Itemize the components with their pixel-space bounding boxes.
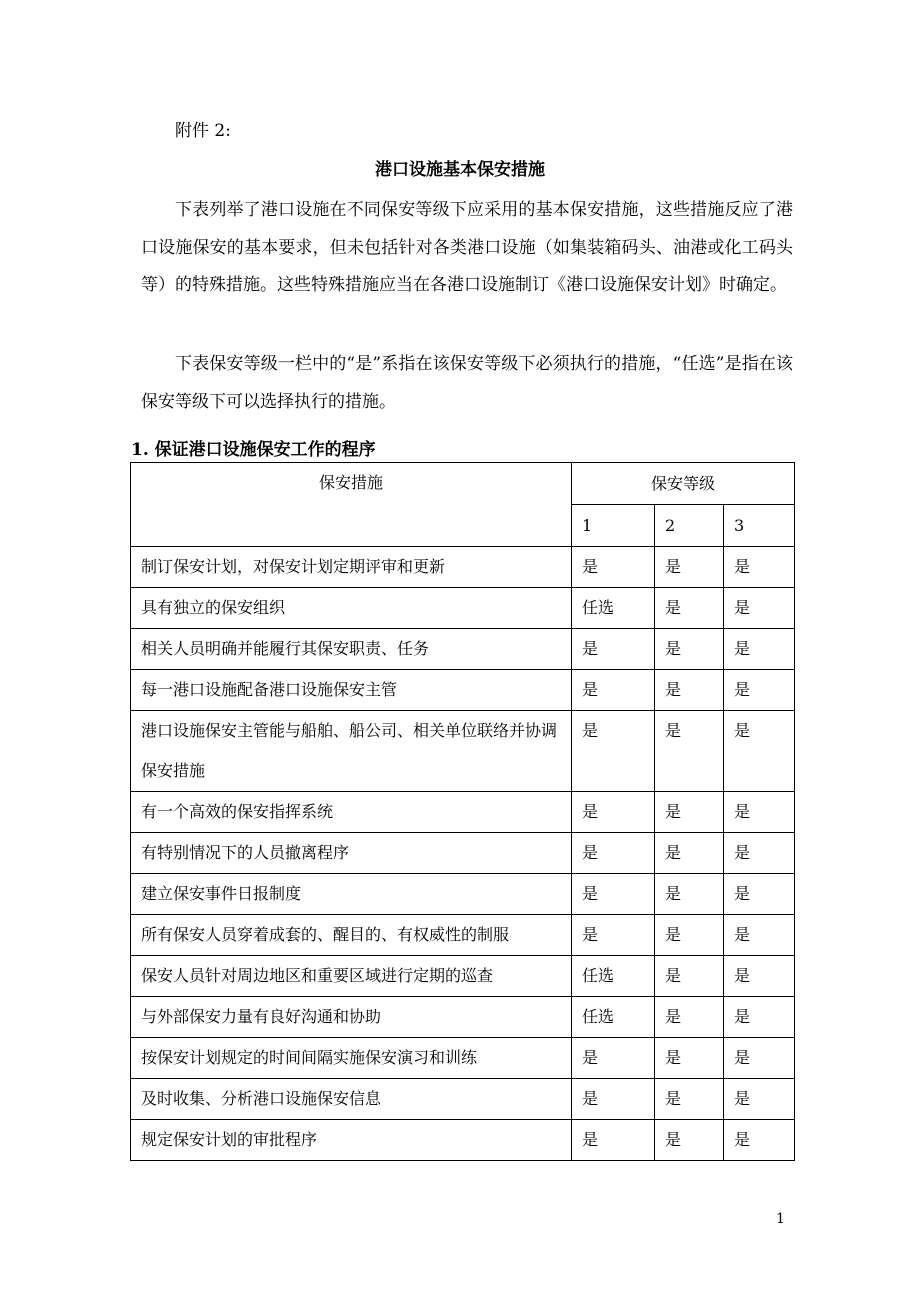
level-1-cell: 是 xyxy=(572,1079,655,1120)
level-1-cell: 任选 xyxy=(572,997,655,1038)
security-measures-table xyxy=(130,462,795,1161)
table-row xyxy=(131,670,795,711)
header-level-3: 3 xyxy=(724,505,795,547)
level-2-cell: 是 xyxy=(655,997,724,1038)
level-2-cell: 是 xyxy=(655,670,724,711)
attachment-label: 附件 2: xyxy=(175,121,231,141)
table-row xyxy=(131,1038,795,1079)
table-row xyxy=(131,956,795,997)
measure-cell: 按保安计划规定的时间间隔实施保安演习和训练 xyxy=(131,1038,572,1079)
table-row xyxy=(131,997,795,1038)
section-heading: 1. 保证港口设施保安工作的程序 xyxy=(131,440,376,460)
measure-cell: 具有独立的保安组织 xyxy=(131,588,572,629)
measure-cell: 保安人员针对周边地区和重要区域进行定期的巡查 xyxy=(131,956,572,997)
level-1-cell: 是 xyxy=(572,1038,655,1079)
level-3-cell: 是 xyxy=(724,547,795,588)
level-1-cell: 是 xyxy=(572,915,655,956)
level-3-cell: 是 xyxy=(724,956,795,997)
table-row xyxy=(131,588,795,629)
level-2-cell: 是 xyxy=(655,629,724,670)
table-row xyxy=(131,1120,795,1161)
level-3-cell: 是 xyxy=(724,1120,795,1161)
measure-cell: 制订保安计划，对保安计划定期评审和更新 xyxy=(131,547,572,588)
level-3-cell: 是 xyxy=(724,711,795,792)
intro-paragraph-1: 下表列举了港口设施在不同保安等级下应采用的基本保安措施，这些措施反应了港口设施保安的基本要求，但未包括针对各类港口设施（如集装箱码头、油港或化工码头等）的特殊措施。这些特殊措施应当在各港口设施制订《港口设施保安计划》时确定。 xyxy=(141,200,793,295)
table-row xyxy=(131,629,795,670)
level-2-cell: 是 xyxy=(655,1038,724,1079)
level-2-cell: 是 xyxy=(655,833,724,874)
table-row xyxy=(131,711,795,792)
header-measure: 保安措施 xyxy=(131,463,572,547)
header-security-level: 保安等级 xyxy=(572,463,795,505)
level-2-cell: 是 xyxy=(655,1079,724,1120)
level-2-cell: 是 xyxy=(655,547,724,588)
level-3-cell: 是 xyxy=(724,792,795,833)
level-3-cell: 是 xyxy=(724,997,795,1038)
table-row xyxy=(131,1079,795,1120)
table-row xyxy=(131,833,795,874)
level-3-cell: 是 xyxy=(724,833,795,874)
measure-cell: 与外部保安力量有良好沟通和协助 xyxy=(131,997,572,1038)
measure-cell: 建立保安事件日报制度 xyxy=(131,874,572,915)
document-title: 港口设施基本保安措施 xyxy=(375,160,545,180)
level-1-cell: 是 xyxy=(572,711,655,792)
page-number: 1 xyxy=(776,1211,785,1227)
measure-cell: 有一个高效的保安指挥系统 xyxy=(131,792,572,833)
measure-cell: 每一港口设施配备港口设施保安主管 xyxy=(131,670,572,711)
level-1-cell: 是 xyxy=(572,1120,655,1161)
level-2-cell: 是 xyxy=(655,588,724,629)
level-1-cell: 是 xyxy=(572,670,655,711)
level-2-cell: 是 xyxy=(655,956,724,997)
level-2-cell: 是 xyxy=(655,874,724,915)
level-1-cell: 是 xyxy=(572,547,655,588)
level-3-cell: 是 xyxy=(724,670,795,711)
measure-cell: 有特别情况下的人员撤离程序 xyxy=(131,833,572,874)
level-1-cell: 是 xyxy=(572,874,655,915)
level-1-cell: 任选 xyxy=(572,588,655,629)
level-3-cell: 是 xyxy=(724,1079,795,1120)
level-2-cell: 是 xyxy=(655,1120,724,1161)
level-2-cell: 是 xyxy=(655,915,724,956)
measure-cell: 规定保安计划的审批程序 xyxy=(131,1120,572,1161)
intro-paragraph-2: 下表保安等级一栏中的“是”系指在该保安等级下必须执行的措施，“任选”是指在该保安等级下可以选择执行的措施。 xyxy=(141,354,793,412)
measure-cell: 相关人员明确并能履行其保安职责、任务 xyxy=(131,629,572,670)
level-2-cell: 是 xyxy=(655,711,724,792)
table-row xyxy=(131,547,795,588)
level-1-cell: 任选 xyxy=(572,956,655,997)
measure-cell: 及时收集、分析港口设施保安信息 xyxy=(131,1079,572,1120)
level-1-cell: 是 xyxy=(572,629,655,670)
measure-cell: 所有保安人员穿着成套的、醒目的、有权威性的制服 xyxy=(131,915,572,956)
level-3-cell: 是 xyxy=(724,588,795,629)
level-1-cell: 是 xyxy=(572,833,655,874)
table-row xyxy=(131,792,795,833)
table-row xyxy=(131,915,795,956)
table-row xyxy=(131,874,795,915)
level-3-cell: 是 xyxy=(724,1038,795,1079)
header-level-2: 2 xyxy=(655,505,724,547)
level-3-cell: 是 xyxy=(724,915,795,956)
measure-cell: 港口设施保安主管能与船舶、船公司、相关单位联络并协调保安措施 xyxy=(131,711,572,792)
table-body xyxy=(131,547,795,1161)
level-1-cell: 是 xyxy=(572,792,655,833)
level-3-cell: 是 xyxy=(724,874,795,915)
header-level-1: 1 xyxy=(572,505,655,547)
level-2-cell: 是 xyxy=(655,792,724,833)
level-3-cell: 是 xyxy=(724,629,795,670)
